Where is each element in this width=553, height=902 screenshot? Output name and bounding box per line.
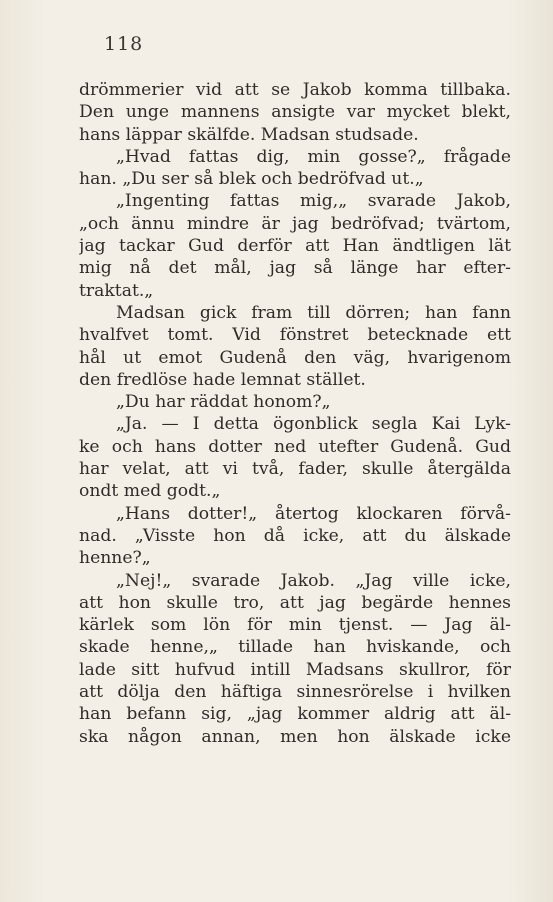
page-number: 118	[104, 33, 144, 55]
text-line: drömmerier vid att se Jakob komma tillbaka.	[79, 80, 511, 100]
text-line: „Nej!„ svarade Jakob. „Jag ville icke,	[116, 570, 511, 591]
text-line: lade sitt hufvud intill Madsans skullror, för	[79, 659, 511, 680]
text-line: att hon skulle tro, att jag begärde hennes	[79, 592, 511, 613]
text-line: henne?„	[79, 548, 151, 569]
text-line: „Ja. — I detta ögonblick segla Kai Lyk-	[116, 414, 511, 435]
text-line: han befann sig, „jag kommer aldrig att äl-	[79, 704, 511, 725]
text-line: ondt med godt.„	[79, 481, 221, 502]
text-line: Madsan gick fram till dörren; han fann	[116, 302, 511, 323]
text-line: hvalfvet tomt. Vid fönstret betecknade ett	[79, 325, 511, 346]
text-line: skade henne,„ tillade han hviskande, och	[79, 637, 511, 658]
text-line: ke och hans dotter ned utefter Gudenå. Gud	[79, 436, 511, 457]
text-line: Den unge mannens ansigte var mycket blekt,	[79, 102, 511, 123]
text-line: den fredlöse hade lemnat stället.	[79, 369, 366, 390]
text-line: „Hvad fattas dig, min gosse?„ frågade	[116, 146, 511, 167]
text-line: „Ingenting fattas mig,„ svarade Jakob,	[116, 191, 511, 212]
text-line: jag tackar Gud derför att Han ändtligen lät	[79, 236, 511, 257]
text-line: „Hans dotter!„ återtog klockaren förvå-	[116, 503, 511, 524]
text-line: har velat, att vi två, fader, skulle återgälda	[79, 459, 511, 480]
text-line: mig nå det mål, jag så länge har efter-	[79, 258, 511, 279]
text-line: „Du har räddat honom?„	[116, 392, 331, 413]
text-line: „och ännu mindre är jag bedröfvad; tvärtom,	[79, 213, 511, 234]
text-line: hans läppar skälfde. Madsan studsade.	[79, 124, 419, 145]
text-line: kärlek som lön för min tjenst. — Jag äl-	[79, 615, 511, 636]
text-line: ska någon annan, men hon älskade icke	[79, 726, 511, 747]
body-text	[79, 79, 511, 748]
text-line: att dölja den häftiga sinnesrörelse i hvilken	[79, 682, 511, 703]
text-line: han. „Du ser så blek och bedröfvad ut.„	[79, 169, 424, 190]
text-line: hål ut emot Gudenå den väg, hvarigenom	[79, 347, 511, 368]
text-line: nad. „Visste hon då icke, att du älskade	[79, 525, 511, 546]
text-line: traktat.„	[79, 280, 154, 301]
